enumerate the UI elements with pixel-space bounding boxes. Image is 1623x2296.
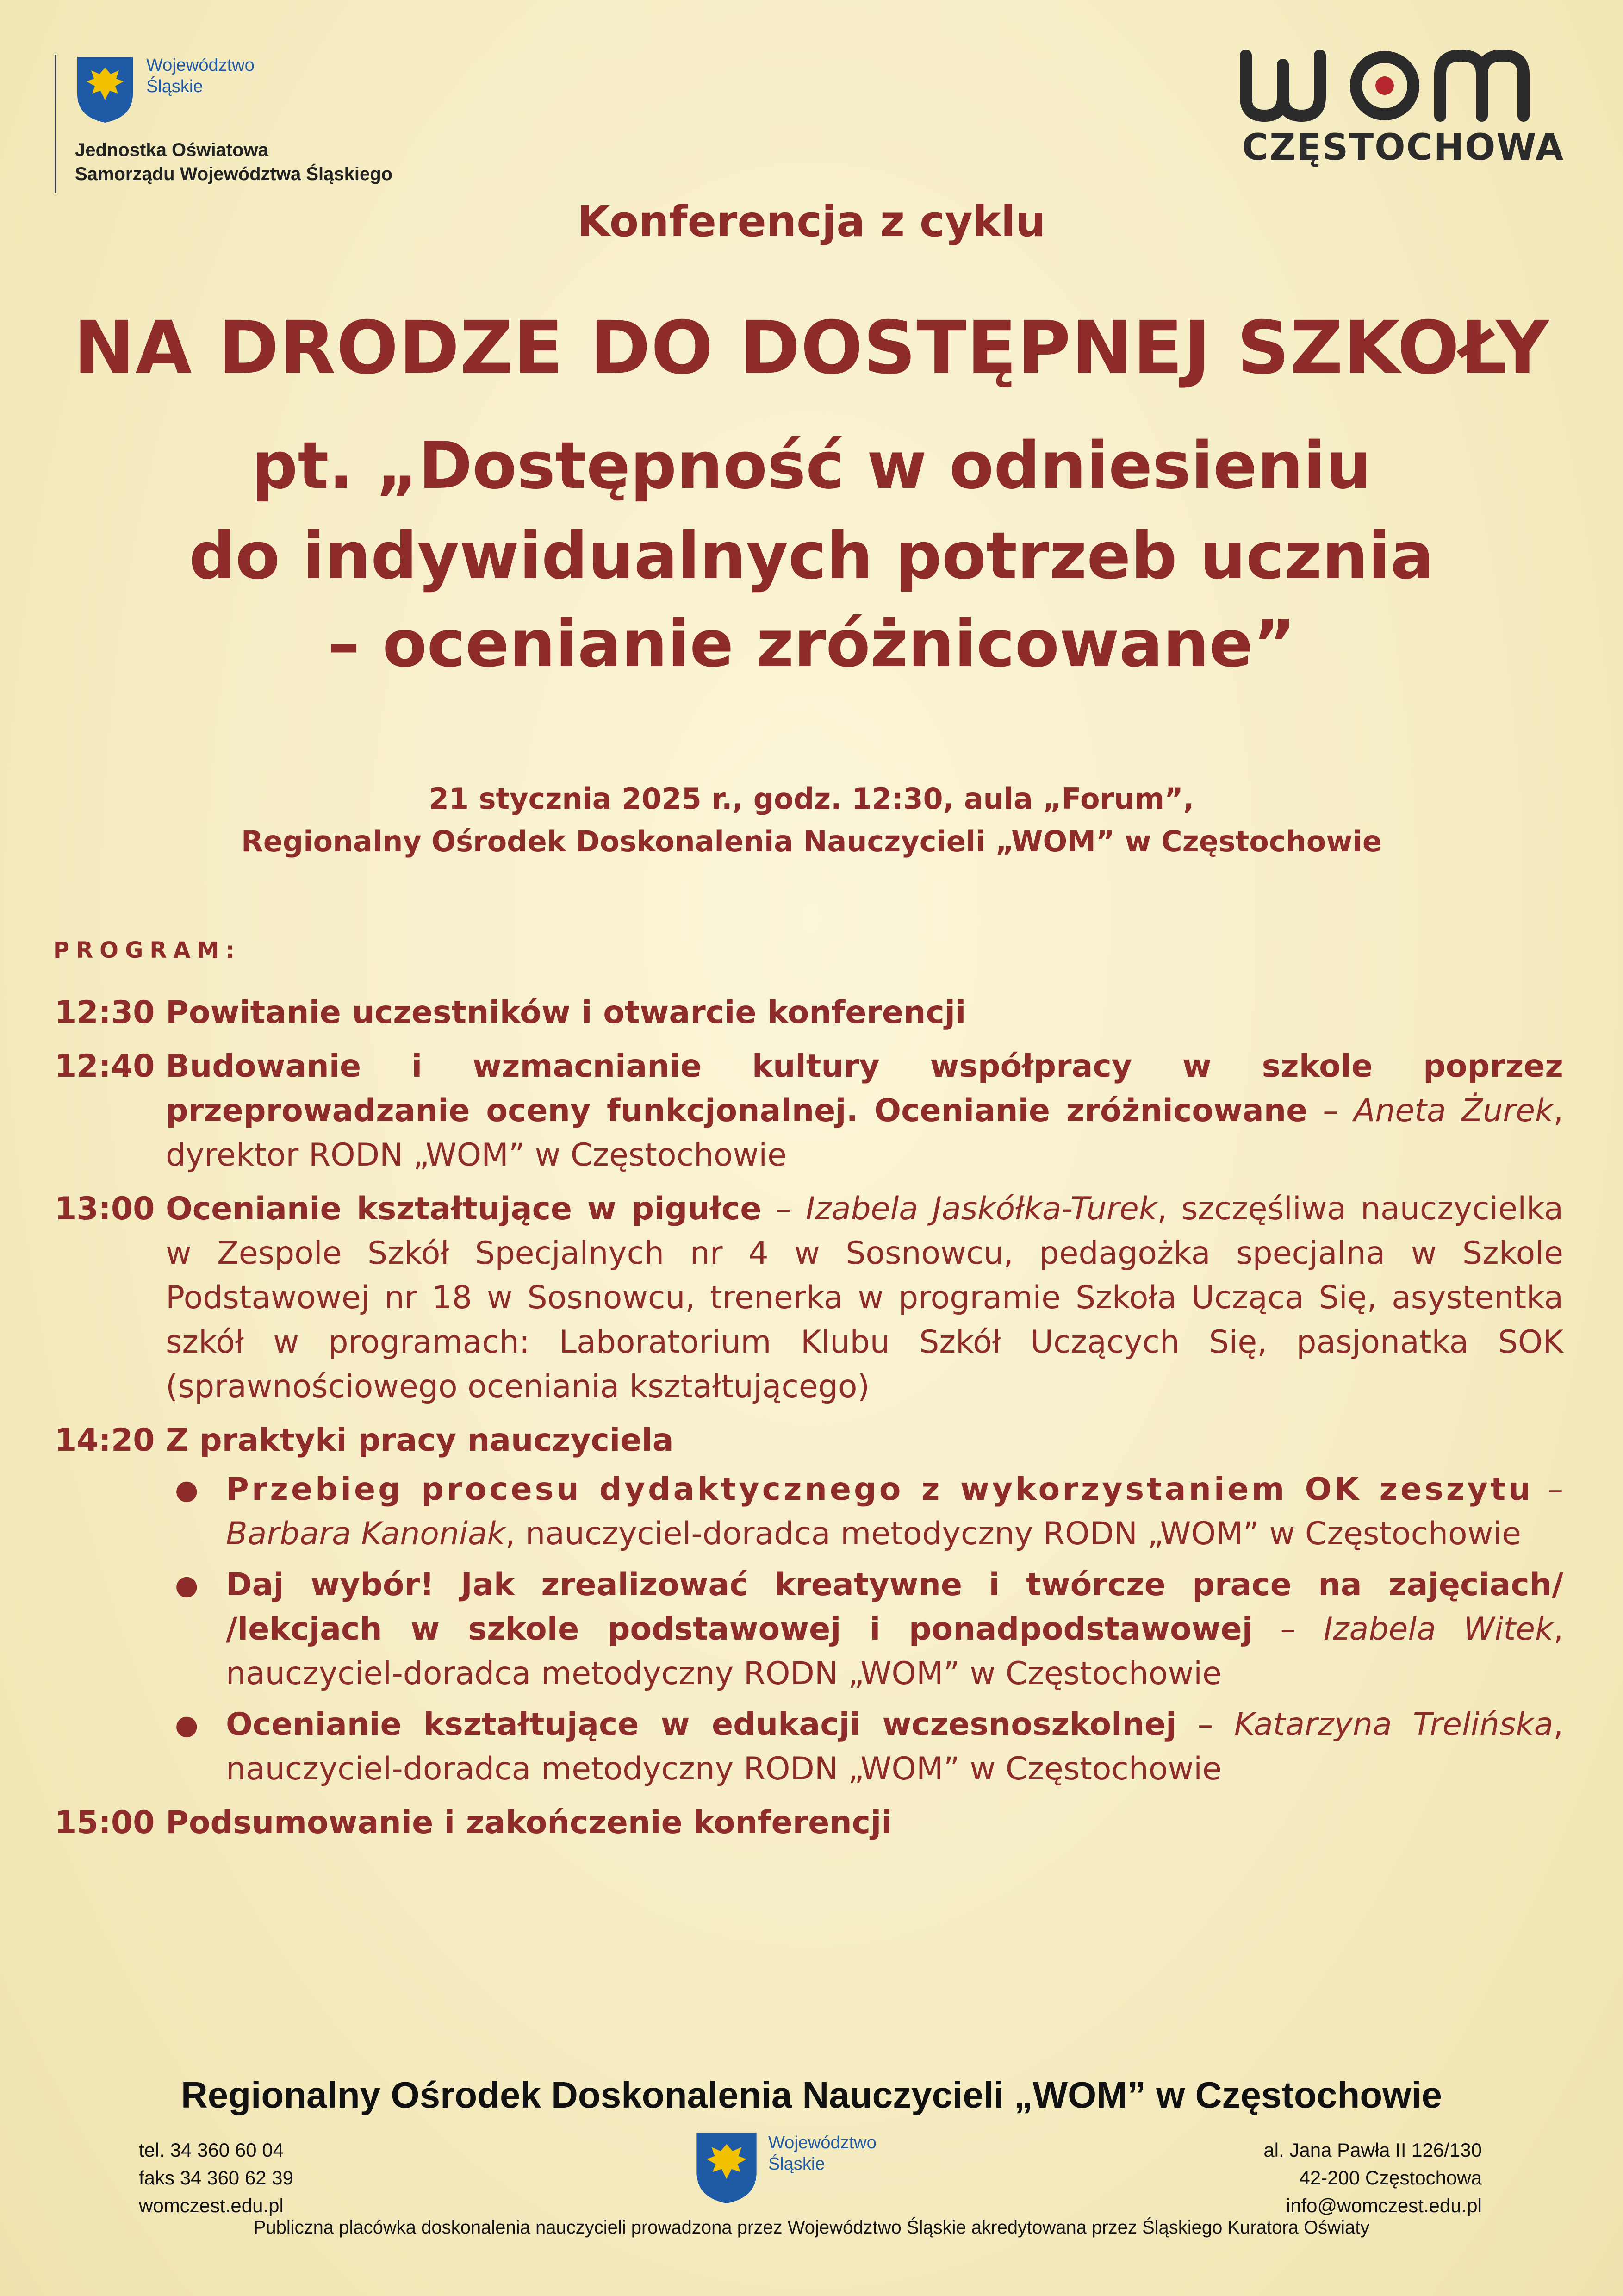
voivodeship-label-line2: Śląskie <box>146 77 203 96</box>
event-date-line: 21 stycznia 2025 r., godz. 12:30, aula „Forum”, <box>429 782 1194 816</box>
voivodeship-label-line1: Województwo <box>146 56 255 75</box>
silesia-crest-icon <box>75 55 135 124</box>
footer-street: al. Jana Pawła II 126/130 <box>1263 2139 1482 2161</box>
subitem-separator: – <box>1252 1611 1324 1647</box>
program-separator: – <box>761 1191 806 1227</box>
logo-city-name: CZĘSTOCHOWA <box>1242 127 1565 168</box>
wom-logo-icon <box>1237 46 1570 125</box>
footer-email[interactable]: info@womczest.edu.pl <box>1286 2195 1482 2216</box>
unit-label-line1: Jednostka Oświatowa <box>75 140 268 160</box>
footer-contact <box>139 2136 293 2220</box>
bullet-icon: ● <box>175 1709 199 1741</box>
footer-fax: faks 34 360 62 39 <box>139 2167 293 2189</box>
footer-website[interactable]: womczest.edu.pl <box>139 2195 284 2216</box>
program-time: 15:00 <box>55 1804 155 1841</box>
program-subitem <box>166 1563 1563 1696</box>
footer-address <box>1263 2136 1482 2220</box>
program-title: Podsumowanie i zakończenie konferencji <box>166 1804 892 1841</box>
subitem-separator: – <box>1176 1706 1234 1743</box>
program-time: 12:30 <box>55 994 155 1031</box>
subitem-title: Daj wybór! Jak zrealizować kreatywne i twórcze prace na zajęciach/ /lekcjach w szkole podstawowej i ponadpodstawowej <box>226 1566 1563 1647</box>
subitem-separator: – <box>1533 1471 1563 1508</box>
event-place-line: Regionalny Ośrodek Doskonalenia Nauczycieli „WOM” w Częstochowie <box>241 824 1382 858</box>
main-title: NA DRODZE DO DOSTĘPNEJ SZKOŁY <box>74 306 1549 391</box>
subtitle-line2: do indywidualnych potrzeb ucznia <box>189 518 1434 594</box>
subitem-speaker: Barbara Kanoniak <box>226 1516 505 1552</box>
program-title: Ocenianie kształtujące w pigułce <box>166 1191 762 1227</box>
subitem-speaker-role: , nauczyciel-doradca metodyczny RODN „WOM” w Częstochowie <box>226 1611 1563 1692</box>
subitem-speaker-role: , nauczyciel-doradca metodyczny RODN „WOM” w Częstochowie <box>226 1706 1563 1787</box>
wom-logo <box>1237 46 1570 185</box>
program-speaker: Aneta Żurek <box>1353 1092 1554 1129</box>
footer-voivodeship-line1: Województwo <box>768 2133 877 2152</box>
program-separator: – <box>1307 1092 1354 1129</box>
program-time: 13:00 <box>55 1191 155 1227</box>
program-speaker: Izabela Jaskółka-Turek <box>806 1191 1157 1227</box>
program-title: Powitanie uczestników i otwarcie konferencji <box>166 994 966 1031</box>
program-item <box>55 1801 1563 1845</box>
program-title: Z praktyki pracy nauczyciela <box>166 1422 674 1459</box>
subitem-speaker: Izabela Witek <box>1323 1611 1554 1647</box>
program-item <box>55 991 1563 1035</box>
footer-title: Regionalny Ośrodek Doskonalenia Nauczycieli „WOM” w Częstochowie <box>180 2074 1443 2115</box>
footer-note: Publiczna placówka doskonalenia nauczycieli prowadzona przez Województwo Śląskie akredytowana przez Śląskiego Kuratora Oświaty <box>253 2217 1370 2238</box>
program-item <box>55 1418 1563 1463</box>
program-time: 14:20 <box>55 1422 155 1459</box>
program-time: 12:40 <box>55 1048 155 1085</box>
subitem-title: Przebieg procesu dydaktycznego z wykorzystaniem OK zeszytu <box>226 1471 1534 1508</box>
program-speaker-role: , szczęśliwa nauczycielka w Zespole Szkół Specjalnych nr 4 w Sosnowcu, pedagożka specjalna w Szkole Podstawowej nr 18 w Sosnowcu, trenerka w programie Szkoła Ucząca Się, asystentka szkół w programach: Laboratorium Klubu Szkół Uczących Się, pasjonatka SOK (sprawnościowego oceniania kształtującego) <box>166 1191 1563 1405</box>
silesia-crest-icon <box>694 2129 759 2206</box>
subtitle-line3: – ocenianie zróżnicowane” <box>327 606 1296 682</box>
footer-phone: tel. 34 360 60 04 <box>139 2139 284 2161</box>
footer-city: 42-200 Częstochowa <box>1299 2167 1482 2189</box>
program-speaker-role: , dyrektor RODN „WOM” w Częstochowie <box>166 1092 1563 1173</box>
header-organization-block <box>55 55 392 193</box>
subitem-title: Ocenianie kształtujące w edukacji wczesnoszkolnej <box>226 1706 1177 1743</box>
footer-voivodeship-line2: Śląskie <box>768 2154 825 2174</box>
program-subitems <box>166 1467 1563 1791</box>
subitem-speaker: Katarzyna Trelińska <box>1234 1706 1554 1743</box>
subtitle-line1: pt. „Dostępność w odniesieniu <box>251 428 1372 504</box>
subitem-speaker-role: , nauczyciel-doradca metodyczny RODN „WOM” w Częstochowie <box>505 1516 1521 1552</box>
program-title: Budowanie i wzmacnianie kultury współpracy w szkole poprzez przeprowadzanie oceny funkcjonalnej. Ocenianie zróżnicowane <box>166 1048 1563 1129</box>
event-details <box>0 778 1623 863</box>
footer-voivodeship <box>694 2129 877 2206</box>
program-list <box>55 991 1563 1854</box>
unit-label-line2: Samorządu Województwa Śląskiego <box>75 164 393 184</box>
program-subitem <box>166 1703 1563 1791</box>
program-item <box>55 1044 1563 1178</box>
bullet-icon: ● <box>175 1474 199 1505</box>
program-label: PROGRAM: <box>53 937 241 963</box>
bullet-icon: ● <box>175 1569 199 1601</box>
program-item <box>55 1187 1563 1409</box>
conference-cycle-label: Konferencja z cyklu <box>577 197 1046 246</box>
program-subitem <box>166 1467 1563 1556</box>
